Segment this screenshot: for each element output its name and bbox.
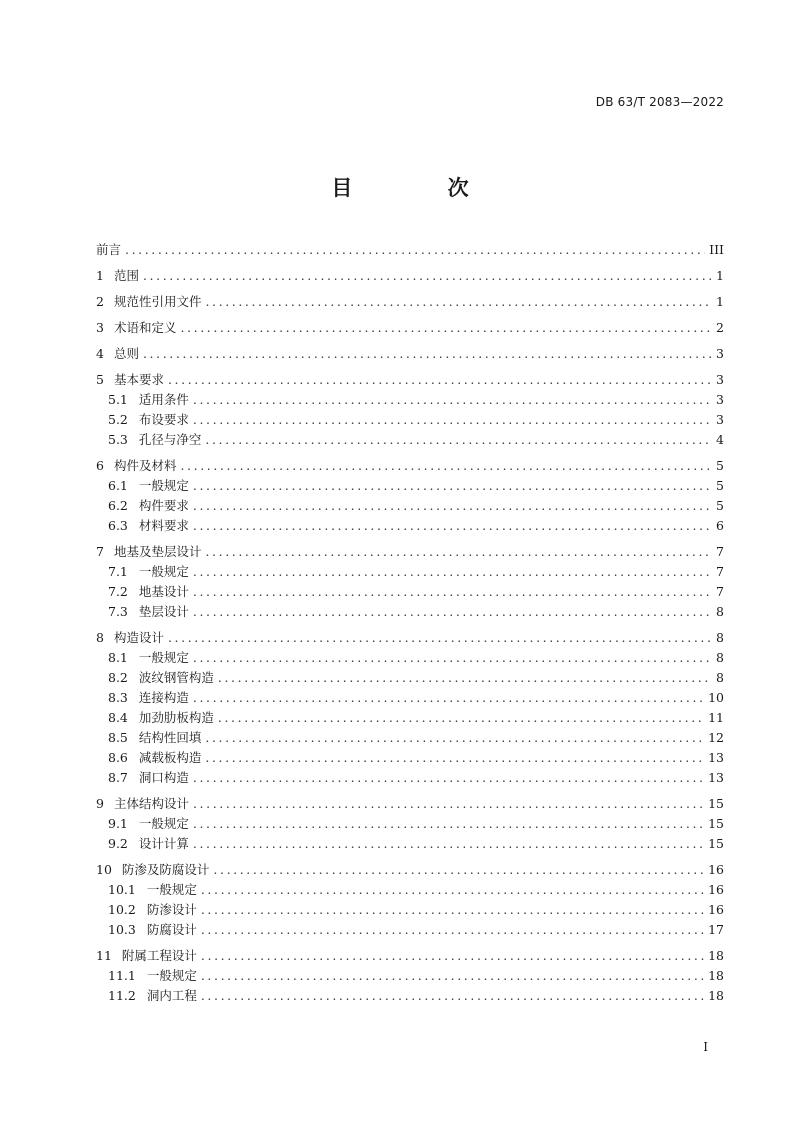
toc-entry-page: 5 — [716, 458, 724, 473]
toc-entry[interactable] — [96, 794, 724, 814]
toc-dot-leader — [205, 430, 712, 450]
toc-entry-number: 8.1 — [108, 650, 128, 665]
toc-entry-page: 1 — [716, 294, 724, 309]
document-code: DB 63/T 2083—2022 — [595, 95, 724, 109]
toc-entry-page: 16 — [708, 862, 724, 877]
toc-entry-number: 7.2 — [108, 584, 128, 599]
toc-entry-number: 4 — [96, 346, 104, 361]
toc-entry[interactable] — [96, 900, 724, 920]
toc-entry-page: 18 — [708, 988, 724, 1003]
toc-entry[interactable] — [96, 834, 724, 854]
toc-entry-page: 7 — [716, 584, 724, 599]
toc-dot-leader — [218, 668, 712, 688]
toc-dot-leader — [193, 814, 704, 834]
toc-entry-number: 8.5 — [108, 730, 128, 745]
toc-entry-page: 2 — [716, 320, 724, 335]
toc-entry[interactable] — [96, 628, 724, 648]
toc-entry-number: 11 — [96, 948, 112, 963]
toc-entry-label: 波纹钢管构造 — [138, 670, 214, 685]
toc-entry-label: 结构性回填 — [138, 730, 202, 745]
toc-entry-page: 13 — [708, 750, 724, 765]
toc-entry-label: 防渗设计 — [146, 902, 197, 917]
toc-entry-page: 16 — [708, 902, 724, 917]
toc-entry-number: 8 — [96, 630, 104, 645]
toc-entry-number: 10.3 — [108, 922, 136, 937]
toc-entry-number: 9.1 — [108, 816, 128, 831]
toc-entry-number: 2 — [96, 294, 104, 309]
toc-entry-label: 加劲肋板构造 — [138, 710, 214, 725]
toc-entry-label: 构件及材料 — [113, 458, 177, 473]
toc-entry-number: 8.7 — [108, 770, 128, 785]
toc-entry[interactable] — [96, 986, 724, 1006]
toc-entry-label: 连接构造 — [138, 690, 189, 705]
toc-entry[interactable] — [96, 318, 724, 338]
toc-dot-leader — [201, 880, 704, 900]
toc-entry[interactable] — [96, 946, 724, 966]
toc-entry-number: 6 — [96, 458, 104, 473]
toc-entry-label: 减载板构造 — [138, 750, 202, 765]
toc-entry-page: 8 — [716, 670, 724, 685]
toc-entry[interactable] — [96, 582, 724, 602]
toc-entry-label: 地基及垫层设计 — [113, 544, 202, 559]
toc-entry[interactable] — [96, 456, 724, 476]
toc-entry-label: 地基设计 — [138, 584, 189, 599]
toc-dot-leader — [213, 860, 704, 880]
toc-entry-label: 适用条件 — [138, 392, 189, 407]
toc-entry-label: 一般规定 — [138, 478, 189, 493]
toc-entry-page: 3 — [716, 372, 724, 387]
toc-entry-label: 防渗及防腐设计 — [121, 862, 210, 877]
page-title: 目 次 — [331, 176, 513, 200]
toc-entry-page: 7 — [716, 564, 724, 579]
toc-entry-label: 垫层设计 — [138, 604, 189, 619]
toc-entry[interactable] — [96, 344, 724, 364]
toc-dot-leader — [193, 390, 712, 410]
toc-dot-leader — [193, 688, 704, 708]
toc-entry-label: 设计计算 — [138, 836, 189, 851]
toc-entry-page: 8 — [716, 604, 724, 619]
toc-entry[interactable] — [96, 814, 724, 834]
toc-entry-label: 规范性引用文件 — [113, 294, 202, 309]
toc-entry[interactable] — [96, 880, 724, 900]
toc-entry-page: 15 — [708, 816, 724, 831]
toc-entry-label: 一般规定 — [146, 882, 197, 897]
toc-entry[interactable] — [96, 562, 724, 582]
toc-entry-page: 18 — [708, 968, 724, 983]
toc-dot-leader — [193, 516, 712, 536]
toc-entry-page: 5 — [716, 478, 724, 493]
toc-entry-label: 主体结构设计 — [113, 796, 189, 811]
toc-entry-label: 基本要求 — [113, 372, 164, 387]
toc-entry-page: 3 — [716, 346, 724, 361]
toc-entry-page: 5 — [716, 498, 724, 513]
page-number: I — [703, 1040, 708, 1054]
toc-entry[interactable] — [96, 266, 724, 286]
toc-entry-label: 洞口构造 — [138, 770, 189, 785]
toc-dot-leader — [193, 582, 712, 602]
toc-entry[interactable] — [96, 516, 724, 536]
toc-entry[interactable] — [96, 966, 724, 986]
toc-entry-page: 3 — [716, 392, 724, 407]
toc-dot-leader — [205, 748, 704, 768]
toc-dot-leader — [201, 920, 704, 940]
toc-dot-leader — [168, 628, 712, 648]
toc-entry-page: 8 — [716, 650, 724, 665]
toc-entry-number: 6.1 — [108, 478, 128, 493]
toc-entry-label: 一般规定 — [138, 816, 189, 831]
toc-dot-leader — [193, 794, 704, 814]
toc-entry[interactable] — [96, 410, 724, 430]
toc-entry-number: 8.4 — [108, 710, 128, 725]
toc-entry-label: 术语和定义 — [113, 320, 177, 335]
toc-entry-number: 8.3 — [108, 690, 128, 705]
toc-entry-label: 一般规定 — [138, 564, 189, 579]
toc-entry-page: 18 — [708, 948, 724, 963]
toc-entry-number: 9.2 — [108, 836, 128, 851]
toc-entry-number: 7 — [96, 544, 104, 559]
toc-entry[interactable] — [96, 860, 724, 880]
toc-entry-number: 5.3 — [108, 432, 128, 447]
toc-entry-number: 5.1 — [108, 392, 128, 407]
toc-entry-label: 构造设计 — [113, 630, 164, 645]
table-of-contents — [96, 240, 724, 1006]
toc-entry-number: 3 — [96, 320, 104, 335]
toc-entry[interactable] — [96, 390, 724, 410]
toc-entry-page: 16 — [708, 882, 724, 897]
toc-entry-page: 4 — [716, 432, 724, 447]
toc-entry-number: 8.2 — [108, 670, 128, 685]
toc-entry-page: 17 — [708, 922, 724, 937]
toc-entry-number: 6.2 — [108, 498, 128, 513]
toc-entry[interactable] — [96, 920, 724, 940]
toc-entry[interactable] — [96, 292, 724, 312]
toc-dot-leader — [193, 410, 712, 430]
toc-entry-number: 8.6 — [108, 750, 128, 765]
toc-dot-leader — [168, 370, 712, 390]
toc-entry-label: 范围 — [113, 268, 139, 283]
toc-entry-label: 前言 — [96, 242, 122, 257]
toc-dot-leader — [205, 292, 712, 312]
toc-dot-leader — [193, 648, 712, 668]
toc-entry-label: 附属工程设计 — [121, 948, 197, 963]
toc-dot-leader — [193, 496, 712, 516]
toc-entry-page: 1 — [716, 268, 724, 283]
toc-entry-label: 总则 — [113, 346, 139, 361]
toc-entry[interactable] — [96, 430, 724, 450]
toc-entry[interactable] — [96, 602, 724, 622]
toc-entry-label: 材料要求 — [138, 518, 189, 533]
toc-dot-leader — [201, 986, 704, 1006]
toc-entry[interactable] — [96, 668, 724, 688]
toc-entry-page: 15 — [708, 796, 724, 811]
toc-entry-label: 一般规定 — [146, 968, 197, 983]
toc-dot-leader — [193, 834, 704, 854]
toc-dot-leader — [180, 456, 712, 476]
toc-entry-label: 防腐设计 — [146, 922, 197, 937]
toc-entry[interactable] — [96, 496, 724, 516]
toc-entry-number: 7.3 — [108, 604, 128, 619]
toc-entry-number: 7.1 — [108, 564, 128, 579]
toc-dot-leader — [201, 946, 704, 966]
toc-entry-number: 1 — [96, 268, 104, 283]
toc-entry[interactable] — [96, 370, 724, 390]
toc-dot-leader — [193, 562, 712, 582]
toc-dot-leader — [205, 728, 704, 748]
toc-entry-page: 15 — [708, 836, 724, 851]
toc-entry[interactable] — [96, 748, 724, 768]
toc-entry-number: 6.3 — [108, 518, 128, 533]
toc-entry-label: 构件要求 — [138, 498, 189, 513]
toc-entry-number: 9 — [96, 796, 104, 811]
toc-entry-page: 12 — [708, 730, 724, 745]
toc-dot-leader — [205, 542, 712, 562]
toc-entry-page: 10 — [708, 690, 724, 705]
toc-entry-number: 11.1 — [108, 968, 136, 983]
toc-entry[interactable] — [96, 648, 724, 668]
toc-entry[interactable] — [96, 240, 724, 260]
toc-entry-number: 11.2 — [108, 988, 136, 1003]
toc-entry-page: 11 — [708, 710, 724, 725]
toc-entry-page: 3 — [716, 412, 724, 427]
toc-entry[interactable] — [96, 476, 724, 496]
toc-dot-leader — [201, 966, 704, 986]
toc-entry-page: 8 — [716, 630, 724, 645]
toc-entry-label: 洞内工程 — [146, 988, 197, 1003]
toc-entry-number: 10 — [96, 862, 112, 877]
toc-entry-label: 布设要求 — [138, 412, 189, 427]
toc-dot-leader — [143, 266, 712, 286]
toc-dot-leader — [143, 344, 712, 364]
toc-dot-leader — [193, 476, 712, 496]
toc-entry-number: 5 — [96, 372, 104, 387]
toc-entry-page: 13 — [708, 770, 724, 785]
toc-dot-leader — [201, 900, 704, 920]
toc-entry[interactable] — [96, 688, 724, 708]
toc-entry[interactable] — [96, 768, 724, 788]
toc-entry-number: 10.2 — [108, 902, 136, 917]
toc-entry[interactable] — [96, 728, 724, 748]
toc-dot-leader — [193, 768, 704, 788]
toc-entry-label: 孔径与净空 — [138, 432, 202, 447]
toc-entry-page: 6 — [716, 518, 724, 533]
toc-entry-page: III — [709, 242, 724, 257]
toc-entry-label: 一般规定 — [138, 650, 189, 665]
toc-entry[interactable] — [96, 708, 724, 728]
toc-entry-number: 10.1 — [108, 882, 136, 897]
toc-entry[interactable] — [96, 542, 724, 562]
toc-entry-page: 7 — [716, 544, 724, 559]
toc-dot-leader — [125, 240, 705, 260]
toc-entry-number: 5.2 — [108, 412, 128, 427]
toc-dot-leader — [180, 318, 712, 338]
toc-dot-leader — [193, 602, 712, 622]
toc-dot-leader — [218, 708, 704, 728]
